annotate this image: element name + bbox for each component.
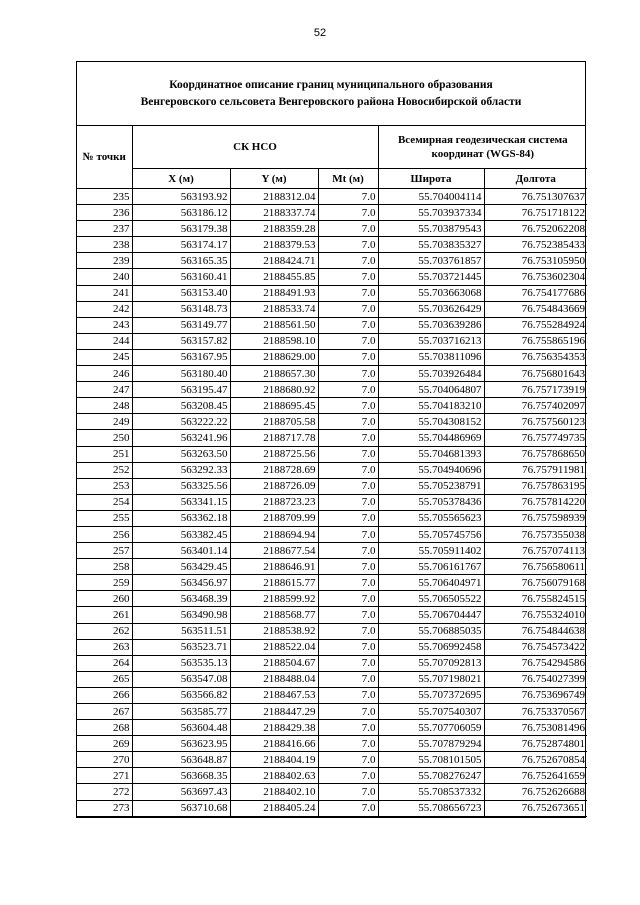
cell-y: 2188447.29 <box>230 704 318 720</box>
cell-mt: 7.0 <box>318 526 378 542</box>
cell-mt: 7.0 <box>318 189 378 205</box>
cell-latitude: 55.708276247 <box>378 768 484 784</box>
cell-mt: 7.0 <box>318 446 378 462</box>
cell-y: 2188402.10 <box>230 784 318 800</box>
table-body <box>77 189 587 817</box>
table-row <box>77 623 587 639</box>
header-mt: Mt (м) <box>318 169 378 189</box>
cell-latitude: 55.703639286 <box>378 317 484 333</box>
cell-latitude: 55.707879294 <box>378 736 484 752</box>
cell-point-number: 261 <box>77 607 132 623</box>
table-row <box>77 736 587 752</box>
cell-y: 2188694.94 <box>230 526 318 542</box>
cell-x: 563193.92 <box>132 189 230 205</box>
cell-x: 563362.18 <box>132 510 230 526</box>
cell-point-number: 254 <box>77 494 132 510</box>
cell-longitude: 76.757749735 <box>484 430 587 446</box>
cell-point-number: 265 <box>77 671 132 687</box>
table-row <box>77 720 587 736</box>
cell-latitude: 55.705745756 <box>378 526 484 542</box>
header-wgs84: Всемирная геодезическая система координат (WGS-84) <box>378 126 587 169</box>
cell-longitude: 76.752670854 <box>484 752 587 768</box>
cell-latitude: 55.706992458 <box>378 639 484 655</box>
cell-mt: 7.0 <box>318 317 378 333</box>
cell-latitude: 55.707198021 <box>378 671 484 687</box>
cell-y: 2188404.19 <box>230 752 318 768</box>
cell-x: 563523.71 <box>132 639 230 655</box>
cell-latitude: 55.703835327 <box>378 237 484 253</box>
cell-longitude: 76.756580611 <box>484 559 587 575</box>
title-line-1: Координатное описание границ муниципального образования <box>169 78 493 91</box>
cell-mt: 7.0 <box>318 687 378 703</box>
header-longitude: Долгота <box>484 169 587 189</box>
cell-latitude: 55.703721445 <box>378 269 484 285</box>
table-row <box>77 349 587 365</box>
cell-longitude: 76.753602304 <box>484 269 587 285</box>
cell-mt: 7.0 <box>318 575 378 591</box>
document-title <box>77 62 585 126</box>
cell-latitude: 55.703761857 <box>378 253 484 269</box>
cell-x: 563401.14 <box>132 543 230 559</box>
cell-longitude: 76.752385433 <box>484 237 587 253</box>
table-row <box>77 478 587 494</box>
header-point-number: № точки <box>77 126 132 189</box>
cell-y: 2188680.92 <box>230 382 318 398</box>
cell-x: 563566.82 <box>132 687 230 703</box>
cell-point-number: 264 <box>77 655 132 671</box>
cell-latitude: 55.704681393 <box>378 446 484 462</box>
cell-longitude: 76.757402097 <box>484 398 587 414</box>
cell-mt: 7.0 <box>318 414 378 430</box>
page-number: 52 <box>313 27 327 39</box>
cell-x: 563149.77 <box>132 317 230 333</box>
cell-mt: 7.0 <box>318 623 378 639</box>
cell-y: 2188646.91 <box>230 559 318 575</box>
table-row <box>77 591 587 607</box>
cell-point-number: 263 <box>77 639 132 655</box>
cell-y: 2188488.04 <box>230 671 318 687</box>
cell-longitude: 76.753696749 <box>484 687 587 703</box>
cell-mt: 7.0 <box>318 736 378 752</box>
cell-x: 563710.68 <box>132 800 230 816</box>
cell-latitude: 55.703663068 <box>378 285 484 301</box>
cell-longitude: 76.755284924 <box>484 317 587 333</box>
cell-y: 2188533.74 <box>230 301 318 317</box>
table-row <box>77 687 587 703</box>
cell-y: 2188429.38 <box>230 720 318 736</box>
cell-latitude: 55.706404971 <box>378 575 484 591</box>
table-row <box>77 205 587 221</box>
coordinate-document <box>76 61 586 818</box>
cell-mt: 7.0 <box>318 752 378 768</box>
cell-x: 563222.22 <box>132 414 230 430</box>
cell-y: 2188522.04 <box>230 639 318 655</box>
cell-y: 2188379.53 <box>230 237 318 253</box>
cell-longitude: 76.752062208 <box>484 221 587 237</box>
cell-latitude: 55.703811096 <box>378 349 484 365</box>
cell-point-number: 245 <box>77 349 132 365</box>
table-row <box>77 462 587 478</box>
cell-mt: 7.0 <box>318 784 378 800</box>
cell-x: 563604.48 <box>132 720 230 736</box>
cell-x: 563148.73 <box>132 301 230 317</box>
cell-mt: 7.0 <box>318 639 378 655</box>
table-row <box>77 366 587 382</box>
cell-x: 563157.82 <box>132 333 230 349</box>
cell-y: 2188538.92 <box>230 623 318 639</box>
cell-point-number: 241 <box>77 285 132 301</box>
cell-y: 2188695.45 <box>230 398 318 414</box>
cell-longitude: 76.754177686 <box>484 285 587 301</box>
cell-point-number: 270 <box>77 752 132 768</box>
cell-x: 563585.77 <box>132 704 230 720</box>
cell-point-number: 259 <box>77 575 132 591</box>
cell-point-number: 256 <box>77 526 132 542</box>
table-row <box>77 333 587 349</box>
cell-point-number: 271 <box>77 768 132 784</box>
cell-latitude: 55.708656723 <box>378 800 484 816</box>
cell-y: 2188568.77 <box>230 607 318 623</box>
cell-x: 563547.08 <box>132 671 230 687</box>
cell-longitude: 76.753370567 <box>484 704 587 720</box>
cell-x: 563165.35 <box>132 253 230 269</box>
cell-latitude: 55.707092813 <box>378 655 484 671</box>
cell-mt: 7.0 <box>318 253 378 269</box>
table-row <box>77 510 587 526</box>
title-line-2: Венгеровского сельсовета Венгеровского района Новосибирской области <box>140 95 522 108</box>
cell-y: 2188657.30 <box>230 366 318 382</box>
header-y: Y (м) <box>230 169 318 189</box>
cell-x: 563186.12 <box>132 205 230 221</box>
cell-latitude: 55.707540307 <box>378 704 484 720</box>
cell-longitude: 76.752641659 <box>484 768 587 784</box>
cell-point-number: 249 <box>77 414 132 430</box>
cell-x: 563195.47 <box>132 382 230 398</box>
cell-mt: 7.0 <box>318 591 378 607</box>
cell-mt: 7.0 <box>318 494 378 510</box>
cell-longitude: 76.754027399 <box>484 671 587 687</box>
cell-longitude: 76.752626688 <box>484 784 587 800</box>
table-row <box>77 382 587 398</box>
cell-y: 2188717.78 <box>230 430 318 446</box>
cell-mt: 7.0 <box>318 301 378 317</box>
cell-longitude: 76.754844638 <box>484 623 587 639</box>
cell-longitude: 76.756079168 <box>484 575 587 591</box>
cell-point-number: 262 <box>77 623 132 639</box>
table-row <box>77 285 587 301</box>
cell-point-number: 248 <box>77 398 132 414</box>
cell-latitude: 55.705911402 <box>378 543 484 559</box>
coordinates-table <box>77 126 587 817</box>
cell-mt: 7.0 <box>318 607 378 623</box>
cell-latitude: 55.704183210 <box>378 398 484 414</box>
cell-mt: 7.0 <box>318 349 378 365</box>
cell-point-number: 238 <box>77 237 132 253</box>
cell-longitude: 76.754843669 <box>484 301 587 317</box>
cell-y: 2188705.58 <box>230 414 318 430</box>
cell-x: 563167.95 <box>132 349 230 365</box>
cell-longitude: 76.755324010 <box>484 607 587 623</box>
cell-x: 563490.98 <box>132 607 230 623</box>
cell-latitude: 55.705565623 <box>378 510 484 526</box>
cell-longitude: 76.757863195 <box>484 478 587 494</box>
cell-mt: 7.0 <box>318 478 378 494</box>
table-row <box>77 559 587 575</box>
cell-latitude: 55.704308152 <box>378 414 484 430</box>
cell-y: 2188615.77 <box>230 575 318 591</box>
table-row <box>77 543 587 559</box>
cell-latitude: 55.703879543 <box>378 221 484 237</box>
table-row <box>77 575 587 591</box>
table-row <box>77 269 587 285</box>
cell-latitude: 55.706161767 <box>378 559 484 575</box>
cell-longitude: 76.752673651 <box>484 800 587 816</box>
cell-x: 563511.51 <box>132 623 230 639</box>
table-row <box>77 414 587 430</box>
cell-latitude: 55.705238791 <box>378 478 484 494</box>
cell-point-number: 246 <box>77 366 132 382</box>
cell-point-number: 242 <box>77 301 132 317</box>
cell-x: 563180.40 <box>132 366 230 382</box>
cell-mt: 7.0 <box>318 800 378 816</box>
cell-latitude: 55.706505522 <box>378 591 484 607</box>
cell-mt: 7.0 <box>318 430 378 446</box>
cell-point-number: 255 <box>77 510 132 526</box>
cell-y: 2188726.09 <box>230 478 318 494</box>
cell-point-number: 258 <box>77 559 132 575</box>
cell-y: 2188599.92 <box>230 591 318 607</box>
cell-longitude: 76.754573422 <box>484 639 587 655</box>
cell-longitude: 76.754294586 <box>484 655 587 671</box>
cell-longitude: 76.757868650 <box>484 446 587 462</box>
cell-longitude: 76.756801643 <box>484 366 587 382</box>
cell-x: 563382.45 <box>132 526 230 542</box>
cell-point-number: 257 <box>77 543 132 559</box>
cell-y: 2188312.04 <box>230 189 318 205</box>
cell-mt: 7.0 <box>318 655 378 671</box>
cell-point-number: 267 <box>77 704 132 720</box>
cell-longitude: 76.752874801 <box>484 736 587 752</box>
table-row <box>77 526 587 542</box>
cell-y: 2188561.50 <box>230 317 318 333</box>
cell-mt: 7.0 <box>318 382 378 398</box>
cell-mt: 7.0 <box>318 543 378 559</box>
cell-y: 2188405.24 <box>230 800 318 816</box>
cell-y: 2188424.71 <box>230 253 318 269</box>
cell-latitude: 55.703716213 <box>378 333 484 349</box>
table-row <box>77 494 587 510</box>
cell-latitude: 55.706885035 <box>378 623 484 639</box>
header-latitude: Широта <box>378 169 484 189</box>
cell-latitude: 55.707372695 <box>378 687 484 703</box>
cell-x: 563292.33 <box>132 462 230 478</box>
table-row <box>77 446 587 462</box>
cell-x: 563179.38 <box>132 221 230 237</box>
cell-point-number: 250 <box>77 430 132 446</box>
cell-longitude: 76.757814220 <box>484 494 587 510</box>
cell-longitude: 76.757355038 <box>484 526 587 542</box>
cell-mt: 7.0 <box>318 237 378 253</box>
cell-x: 563174.17 <box>132 237 230 253</box>
header-x: X (м) <box>132 169 230 189</box>
cell-point-number: 237 <box>77 221 132 237</box>
cell-point-number: 268 <box>77 720 132 736</box>
cell-point-number: 239 <box>77 253 132 269</box>
cell-x: 563648.87 <box>132 752 230 768</box>
cell-longitude: 76.751718122 <box>484 205 587 221</box>
cell-mt: 7.0 <box>318 671 378 687</box>
cell-mt: 7.0 <box>318 768 378 784</box>
cell-longitude: 76.757598939 <box>484 510 587 526</box>
cell-longitude: 76.755865196 <box>484 333 587 349</box>
cell-point-number: 252 <box>77 462 132 478</box>
cell-latitude: 55.706704447 <box>378 607 484 623</box>
cell-mt: 7.0 <box>318 398 378 414</box>
cell-point-number: 273 <box>77 800 132 816</box>
cell-point-number: 260 <box>77 591 132 607</box>
cell-point-number: 244 <box>77 333 132 349</box>
cell-longitude: 76.751307637 <box>484 189 587 205</box>
cell-point-number: 251 <box>77 446 132 462</box>
cell-point-number: 236 <box>77 205 132 221</box>
cell-mt: 7.0 <box>318 462 378 478</box>
table-row <box>77 301 587 317</box>
cell-x: 563263.50 <box>132 446 230 462</box>
cell-y: 2188629.00 <box>230 349 318 365</box>
cell-x: 563153.40 <box>132 285 230 301</box>
table-row <box>77 253 587 269</box>
table-row <box>77 221 587 237</box>
cell-latitude: 55.703626429 <box>378 301 484 317</box>
cell-x: 563160.41 <box>132 269 230 285</box>
header-sk-nso: СК НСО <box>132 126 378 169</box>
cell-point-number: 272 <box>77 784 132 800</box>
cell-y: 2188467.53 <box>230 687 318 703</box>
cell-x: 563535.13 <box>132 655 230 671</box>
cell-x: 563623.95 <box>132 736 230 752</box>
cell-point-number: 240 <box>77 269 132 285</box>
table-row <box>77 639 587 655</box>
cell-x: 563325.56 <box>132 478 230 494</box>
cell-latitude: 55.704940696 <box>378 462 484 478</box>
cell-mt: 7.0 <box>318 510 378 526</box>
cell-mt: 7.0 <box>318 559 378 575</box>
table-row <box>77 430 587 446</box>
cell-point-number: 235 <box>77 189 132 205</box>
cell-longitude: 76.756354353 <box>484 349 587 365</box>
table-row <box>77 800 587 816</box>
table-row <box>77 784 587 800</box>
cell-longitude: 76.757173919 <box>484 382 587 398</box>
cell-mt: 7.0 <box>318 366 378 382</box>
cell-y: 2188455.85 <box>230 269 318 285</box>
table-row <box>77 671 587 687</box>
cell-y: 2188725.56 <box>230 446 318 462</box>
cell-point-number: 269 <box>77 736 132 752</box>
table-row <box>77 607 587 623</box>
cell-longitude: 76.757560123 <box>484 414 587 430</box>
cell-latitude: 55.704486969 <box>378 430 484 446</box>
table-row <box>77 237 587 253</box>
cell-latitude: 55.705378436 <box>378 494 484 510</box>
cell-mt: 7.0 <box>318 333 378 349</box>
cell-x: 563456.97 <box>132 575 230 591</box>
table-row <box>77 768 587 784</box>
cell-y: 2188359.28 <box>230 221 318 237</box>
cell-point-number: 266 <box>77 687 132 703</box>
cell-longitude: 76.755824515 <box>484 591 587 607</box>
cell-y: 2188416.66 <box>230 736 318 752</box>
cell-point-number: 247 <box>77 382 132 398</box>
table-row <box>77 189 587 205</box>
cell-y: 2188337.74 <box>230 205 318 221</box>
cell-y: 2188491.93 <box>230 285 318 301</box>
cell-point-number: 253 <box>77 478 132 494</box>
table-row <box>77 317 587 333</box>
cell-point-number: 243 <box>77 317 132 333</box>
cell-y: 2188402.63 <box>230 768 318 784</box>
cell-latitude: 55.703937334 <box>378 205 484 221</box>
cell-longitude: 76.753105950 <box>484 253 587 269</box>
cell-y: 2188709.99 <box>230 510 318 526</box>
cell-latitude: 55.703926484 <box>378 366 484 382</box>
cell-latitude: 55.707706059 <box>378 720 484 736</box>
cell-mt: 7.0 <box>318 221 378 237</box>
cell-x: 563241.96 <box>132 430 230 446</box>
cell-longitude: 76.757074113 <box>484 543 587 559</box>
cell-y: 2188728.69 <box>230 462 318 478</box>
cell-mt: 7.0 <box>318 205 378 221</box>
cell-mt: 7.0 <box>318 704 378 720</box>
cell-y: 2188677.54 <box>230 543 318 559</box>
cell-latitude: 55.708101505 <box>378 752 484 768</box>
cell-x: 563341.15 <box>132 494 230 510</box>
table-row <box>77 752 587 768</box>
cell-latitude: 55.704004114 <box>378 189 484 205</box>
table-row <box>77 655 587 671</box>
cell-x: 563697.43 <box>132 784 230 800</box>
table-row <box>77 704 587 720</box>
cell-x: 563468.39 <box>132 591 230 607</box>
cell-x: 563208.45 <box>132 398 230 414</box>
cell-longitude: 76.757911981 <box>484 462 587 478</box>
cell-mt: 7.0 <box>318 720 378 736</box>
cell-y: 2188504.67 <box>230 655 318 671</box>
cell-latitude: 55.708537332 <box>378 784 484 800</box>
cell-mt: 7.0 <box>318 285 378 301</box>
cell-longitude: 76.753081496 <box>484 720 587 736</box>
cell-mt: 7.0 <box>318 269 378 285</box>
table-row <box>77 398 587 414</box>
cell-y: 2188723.23 <box>230 494 318 510</box>
cell-x: 563429.45 <box>132 559 230 575</box>
cell-y: 2188598.10 <box>230 333 318 349</box>
cell-latitude: 55.704064807 <box>378 382 484 398</box>
cell-x: 563668.35 <box>132 768 230 784</box>
